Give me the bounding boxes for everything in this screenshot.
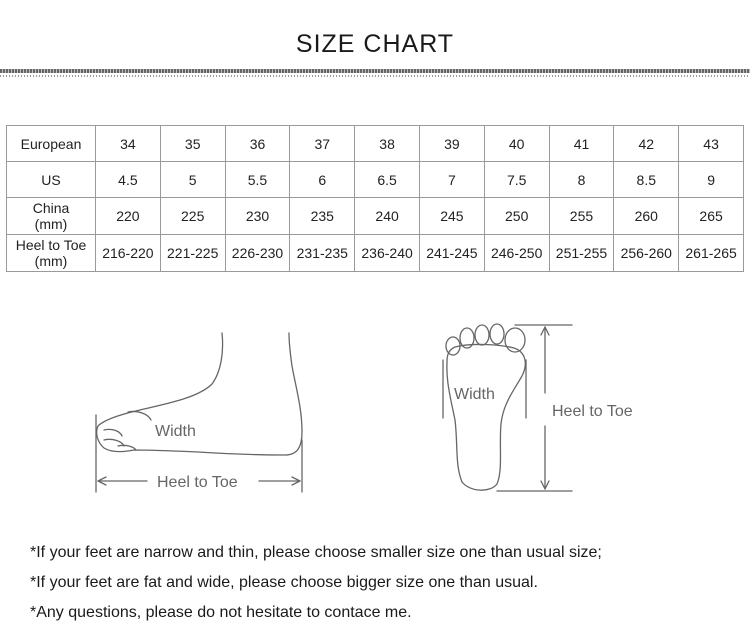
table-cell: 216-220 xyxy=(96,235,161,272)
table-cell: 220 xyxy=(96,198,161,235)
note-line: *If your feet are fat and wide, please choose bigger size one than usual. xyxy=(30,574,538,591)
table-cell: 240 xyxy=(355,198,420,235)
foot-measurement-diagram xyxy=(0,320,750,505)
table-cell: 9 xyxy=(679,162,744,198)
toe-icon xyxy=(475,325,489,345)
table-cell: 235 xyxy=(290,198,355,235)
size-advice-notes xyxy=(30,542,602,632)
table-cell: 34 xyxy=(96,126,161,162)
table-cell: 42 xyxy=(614,126,679,162)
page-title: SIZE CHART xyxy=(295,30,455,58)
table-cell: 5.5 xyxy=(225,162,290,198)
side-width-label: Width xyxy=(155,423,196,440)
row-header-us: US xyxy=(7,162,96,198)
row-header-unit: (mm) xyxy=(34,253,68,269)
row-header-unit: (mm) xyxy=(34,216,68,232)
title-divider xyxy=(0,69,750,73)
table-cell: 221-225 xyxy=(160,235,225,272)
table-cell: 6.5 xyxy=(355,162,420,198)
table-cell: 39 xyxy=(419,126,484,162)
table-cell: 236-240 xyxy=(355,235,420,272)
row-header-line: Heel to Toe xyxy=(15,237,87,253)
table-row-heel-to-toe xyxy=(7,235,744,272)
table-cell: 36 xyxy=(225,126,290,162)
table-cell: 7.5 xyxy=(484,162,549,198)
note-line: *If your feet are narrow and thin, please choose smaller size one than usual size; xyxy=(30,544,602,561)
table-cell: 265 xyxy=(679,198,744,235)
table-cell: 6 xyxy=(290,162,355,198)
table-cell: 8.5 xyxy=(614,162,679,198)
table-cell: 8 xyxy=(549,162,614,198)
table-cell: 245 xyxy=(419,198,484,235)
size-table xyxy=(6,125,744,272)
table-cell: 231-235 xyxy=(290,235,355,272)
table-cell: 246-250 xyxy=(484,235,549,272)
table-cell: 250 xyxy=(484,198,549,235)
toe-icon xyxy=(490,324,504,344)
sole-length-label: Heel to Toe xyxy=(552,403,633,420)
table-cell: 260 xyxy=(614,198,679,235)
side-foot-outline-icon xyxy=(97,333,302,455)
table-row-china xyxy=(7,198,744,235)
table-cell: 38 xyxy=(355,126,420,162)
table-cell: 261-265 xyxy=(679,235,744,272)
table-cell: 251-255 xyxy=(549,235,614,272)
table-cell: 226-230 xyxy=(225,235,290,272)
table-cell: 256-260 xyxy=(614,235,679,272)
row-header-european: European xyxy=(7,126,96,162)
table-cell: 7 xyxy=(419,162,484,198)
row-header-china xyxy=(7,198,96,235)
table-row-us xyxy=(7,162,744,198)
side-foot-toes-icon xyxy=(104,411,151,450)
table-cell: 255 xyxy=(549,198,614,235)
row-header-line: China xyxy=(32,200,70,216)
table-cell: 4.5 xyxy=(96,162,161,198)
table-cell: 41 xyxy=(549,126,614,162)
table-cell: 5 xyxy=(160,162,225,198)
table-row-european xyxy=(7,126,744,162)
note-line: *Any questions, please do not hesitate to contace me. xyxy=(30,604,412,621)
table-cell: 40 xyxy=(484,126,549,162)
table-cell: 43 xyxy=(679,126,744,162)
table-cell: 37 xyxy=(290,126,355,162)
table-cell: 35 xyxy=(160,126,225,162)
sole-width-label: Width xyxy=(454,386,495,403)
table-cell: 225 xyxy=(160,198,225,235)
side-length-label: Heel to Toe xyxy=(157,474,238,491)
table-cell: 230 xyxy=(225,198,290,235)
table-cell: 241-245 xyxy=(419,235,484,272)
title-divider-shadow xyxy=(0,75,750,77)
row-header-heel-to-toe xyxy=(7,235,96,272)
sole-outline-icon xyxy=(447,344,525,490)
